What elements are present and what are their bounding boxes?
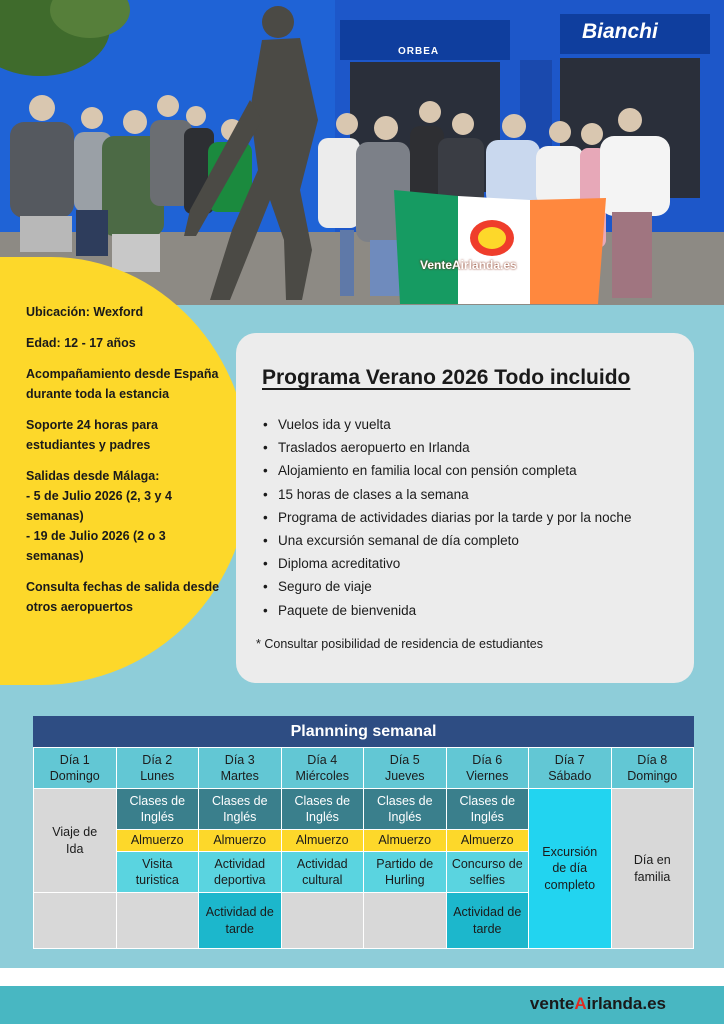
classes-cell: Clases de Inglés <box>116 789 199 830</box>
day-header: Día 3 Martes <box>199 748 282 789</box>
hero-photo <box>0 0 724 305</box>
info-support: Soporte 24 horas para estudiantes y padres <box>26 418 158 452</box>
program-list <box>278 413 631 622</box>
program-item: • Programa de actividades diarias por la tarde y por la noche <box>278 506 631 529</box>
afternoon-cell: Visita turistica <box>116 852 199 893</box>
info-location: Ubicación: Wexford <box>26 305 144 319</box>
day1-cell: Viaje de Ida <box>34 789 117 893</box>
weekly-schedule <box>33 716 694 949</box>
empty-cell <box>281 893 364 949</box>
classes-cell: Clases de Inglés <box>281 789 364 830</box>
info-other-airports: Consulta fechas de salida desde otros aeropuertos <box>26 580 220 614</box>
program-card <box>236 333 694 683</box>
program-title: Programa Verano 2026 Todo incluido <box>262 366 631 389</box>
lunch-cell: Almuerzo <box>446 830 529 852</box>
footer-brand-part: irlanda.es <box>586 994 666 1013</box>
flag-brand-suffix: Airlanda.es <box>452 258 517 272</box>
info-age: Edad: 12 - 17 años <box>26 336 136 350</box>
day-header: Día 4 Miércoles <box>281 748 364 789</box>
day-header: Día 1 Domingo <box>34 748 117 789</box>
schedule-table <box>33 747 694 949</box>
day-header: Día 5 Jueves <box>364 748 447 789</box>
afternoon-cell: Actividad deportiva <box>199 852 282 893</box>
evening-cell: Actividad de tarde <box>199 893 282 949</box>
info-accompaniment: Acompañamiento desde España durante toda la estancia <box>26 367 219 401</box>
program-item: • Seguro de viaje <box>278 575 631 598</box>
bianchi-sign: Bianchi <box>582 20 658 43</box>
lunch-cell: Almuerzo <box>281 830 364 852</box>
day8-family-cell: Día en familia <box>611 789 694 949</box>
flag-brand-logo <box>420 258 517 272</box>
schedule-day-row <box>34 748 694 789</box>
footer-brand-part: A <box>574 994 587 1013</box>
empty-cell <box>364 893 447 949</box>
program-item: • Vuelos ida y vuelta <box>278 413 631 436</box>
info-list <box>26 302 226 628</box>
evening-cell: Actividad de tarde <box>446 893 529 949</box>
program-item: • Una excursión semanal de día completo <box>278 529 631 552</box>
orbea-sign: ORBEA <box>398 46 440 57</box>
schedule-title: Plannning semanal <box>33 716 694 747</box>
flag-brand-prefix: Vente <box>420 258 453 272</box>
group-photo-illustration <box>0 0 724 305</box>
program-item: • Traslados aeropuerto en Irlanda <box>278 436 631 459</box>
empty-cell <box>116 893 199 949</box>
day-header: Día 8 Domingo <box>611 748 694 789</box>
classes-cell: Clases de Inglés <box>199 789 282 830</box>
empty-cell <box>34 893 117 949</box>
program-item: • 15 horas de clases a la semana <box>278 483 631 506</box>
day-header: Día 2 Lunes <box>116 748 199 789</box>
afternoon-cell: Concurso de selfies <box>446 852 529 893</box>
lunch-cell: Almuerzo <box>116 830 199 852</box>
program-item: • Diploma acreditativo <box>278 552 631 575</box>
afternoon-cell: Actividad cultural <box>281 852 364 893</box>
footer-brand-part: vente <box>529 994 575 1013</box>
footer <box>0 986 724 1024</box>
program-note: * Consultar posibilidad de residencia de estudiantes <box>256 637 543 651</box>
lunch-cell: Almuerzo <box>199 830 282 852</box>
day7-excursion-cell: Excursión de día completo <box>529 789 612 949</box>
day-header: Día 6 Viernes <box>446 748 529 789</box>
info-departures: Salidas desde Málaga: - 5 de Julio 2026 (2, 3 y 4 semanas) - 19 de Julio 2026 (2 o 3 semanas) <box>26 469 172 563</box>
divider-line <box>0 968 724 986</box>
lunch-cell: Almuerzo <box>364 830 447 852</box>
afternoon-cell: Partido de Hurling <box>364 852 447 893</box>
program-item: • Alojamiento en familia local con pensión completa <box>278 459 631 482</box>
program-item: • Paquete de bienvenida <box>278 599 631 622</box>
footer-brand-logo <box>530 994 666 1014</box>
schedule-classes-row <box>34 789 694 830</box>
day-header: Día 7 Sábado <box>529 748 612 789</box>
classes-cell: Clases de Inglés <box>446 789 529 830</box>
classes-cell: Clases de Inglés <box>364 789 447 830</box>
